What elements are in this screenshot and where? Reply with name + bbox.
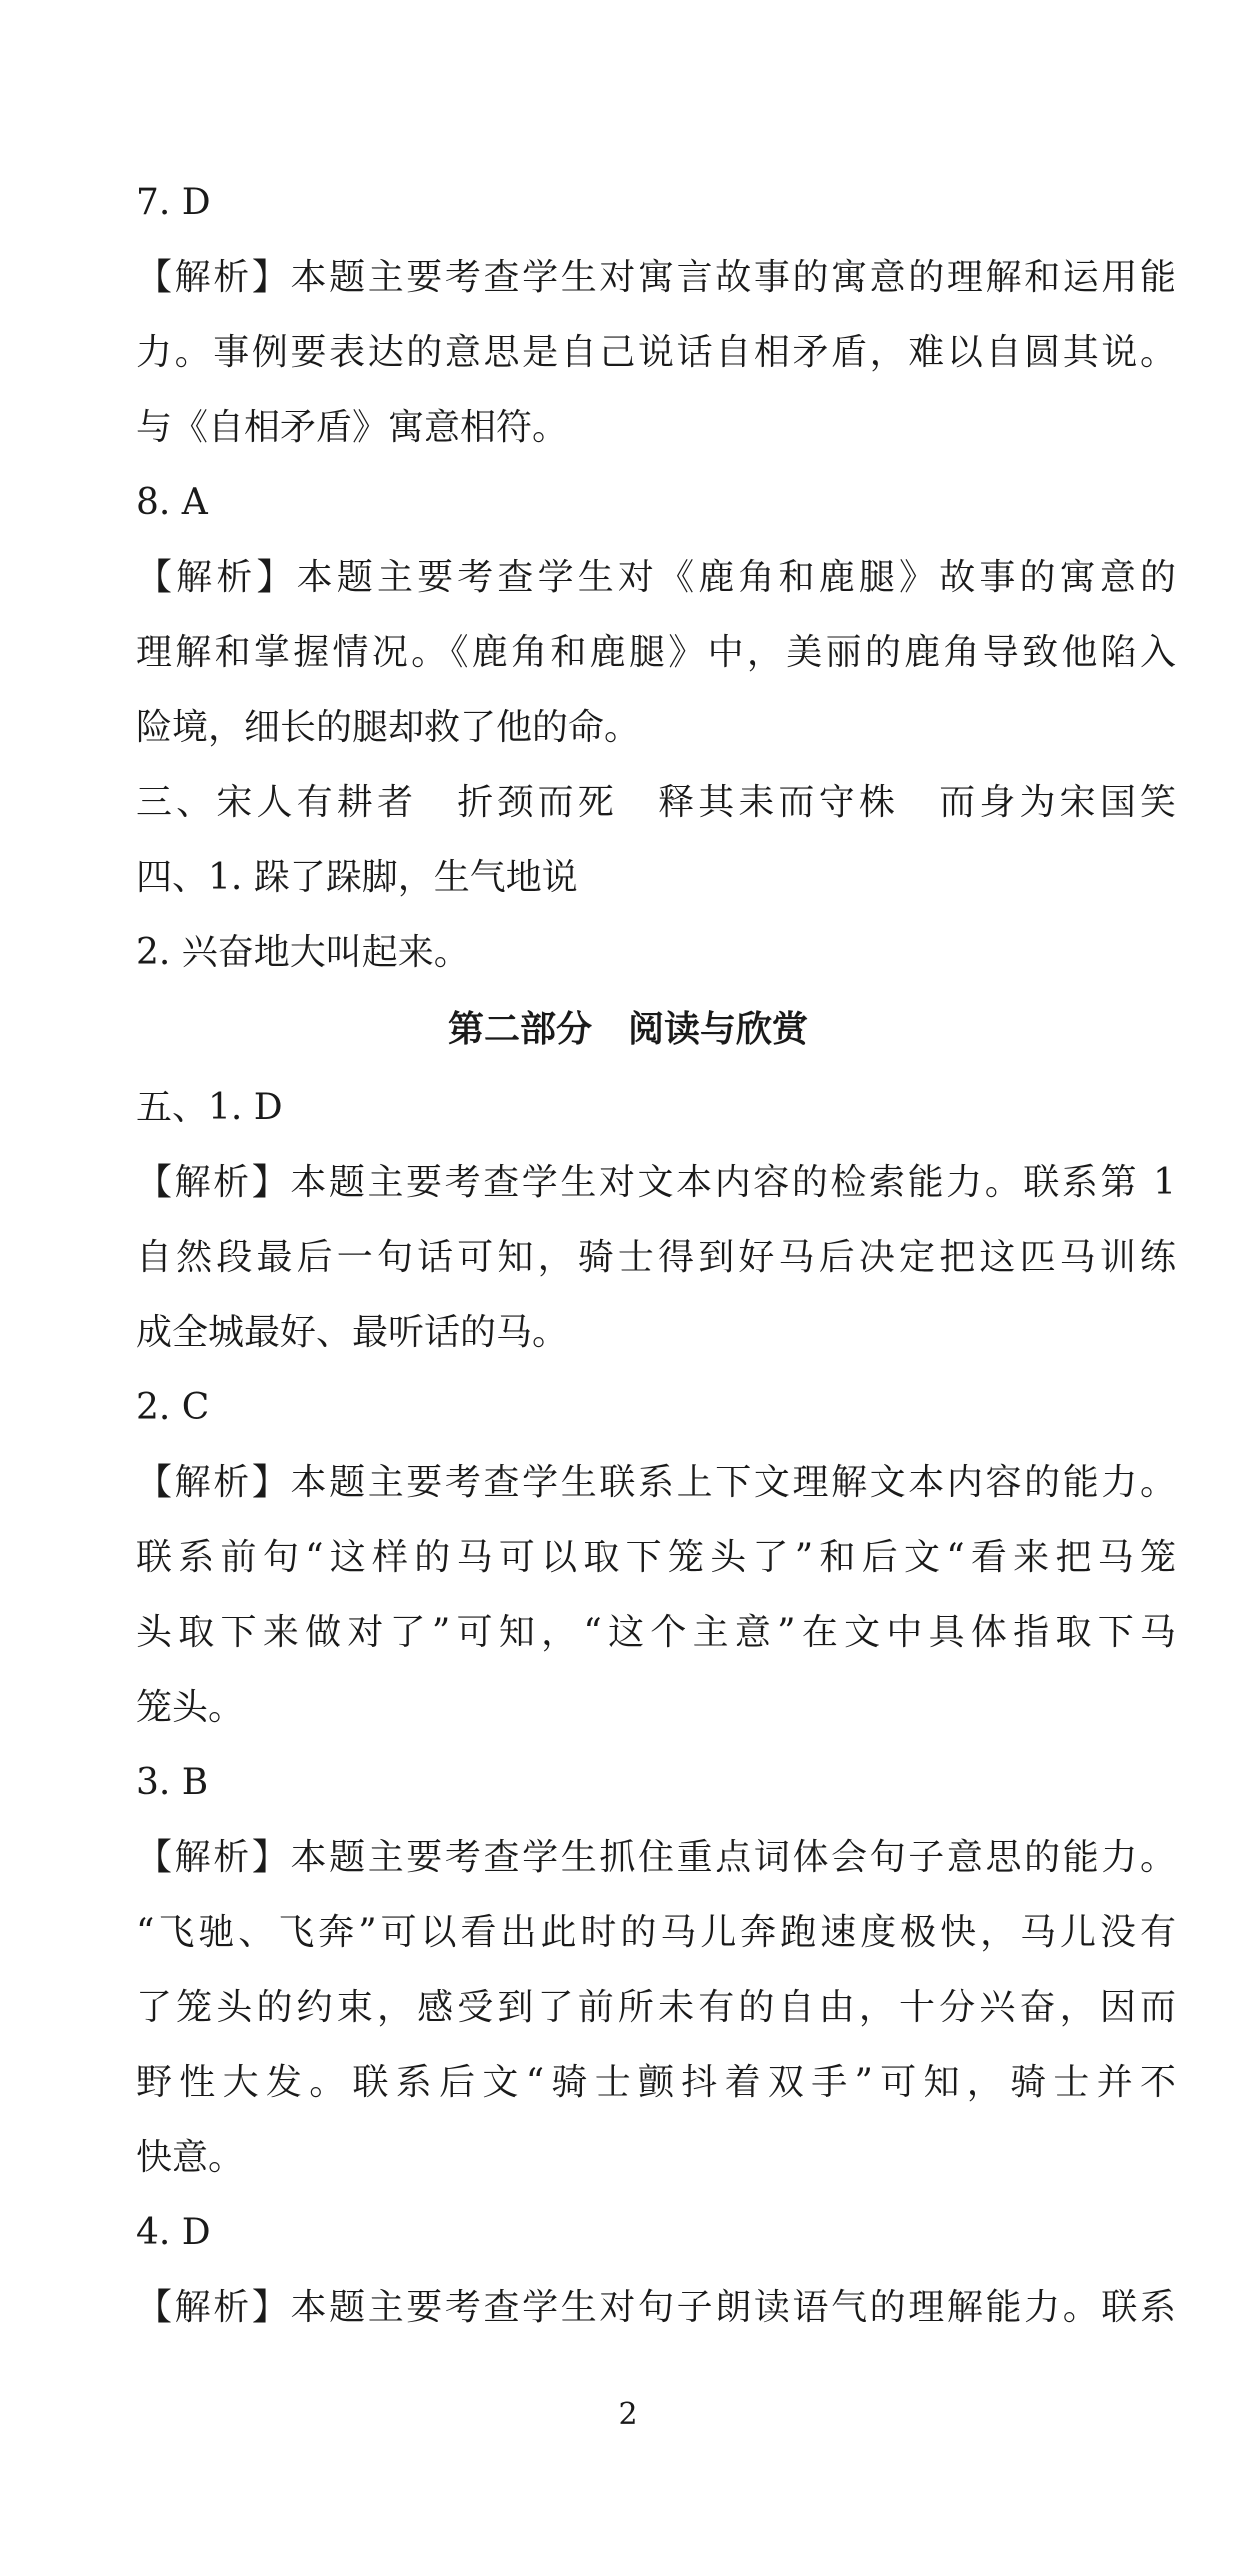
explanation-5-2-line-2: 联系前句“这样的马可以取下笼头了”和后文“看来把马笼: [136, 1537, 1176, 1578]
explanation-8-line-2: 理解和掌握情况。《鹿角和鹿腿》中，美丽的鹿角导致他陷入: [136, 632, 1176, 673]
explanation-5-3-line-4: 野性大发。联系后文“骑士颤抖着双手”可知，骑士并不: [136, 2062, 1176, 2103]
answer-5-2: 2. C: [136, 1387, 210, 1428]
explanation-8-line-3: 险境，细长的腿却救了他的命。: [136, 707, 641, 748]
explanation-5-2-line-4: 笼头。: [136, 1687, 245, 1728]
answer-5-4: 4. D: [136, 2212, 211, 2253]
answer-section-3: 三、宋人有耕者 折颈而死 释其耒而守株 而身为宋国笑: [136, 782, 1176, 823]
explanation-7-line-1: 【解析】本题主要考查学生对寓言故事的寓意的理解和运用能: [136, 257, 1176, 298]
explanation-5-2-line-1: 【解析】本题主要考查学生联系上下文理解文本内容的能力。: [136, 1462, 1176, 1503]
answer-section-4-2: 2. 兴奋地大叫起来。: [136, 932, 470, 973]
explanation-5-4-line-1: 【解析】本题主要考查学生对句子朗读语气的理解能力。联系: [136, 2287, 1176, 2328]
page-number: 2: [618, 2397, 638, 2432]
explanation-5-3-line-1: 【解析】本题主要考查学生抓住重点词体会句子意思的能力。: [136, 1837, 1176, 1878]
explanation-5-3-line-3: 了笼头的约束，感受到了前所未有的自由，十分兴奋，因而: [136, 1987, 1176, 2028]
section-title: 第二部分 阅读与欣赏: [447, 1009, 808, 1050]
explanation-7-line-3: 与《自相矛盾》寓意相符。: [136, 407, 569, 448]
answer-8: 8. A: [136, 482, 208, 523]
answer-section-4-1: 四、1. 跺了跺脚，生气地说: [136, 857, 578, 898]
explanation-5-2-line-3: 头取下来做对了”可知，“这个主意”在文中具体指取下马: [136, 1612, 1176, 1653]
explanation-5-3-line-2: “飞驰、飞奔”可以看出此时的马儿奔跑速度极快，马儿没有: [136, 1912, 1176, 1953]
explanation-5-1-line-3: 成全城最好、最听话的马。: [136, 1312, 569, 1353]
answer-5-3: 3. B: [136, 1762, 209, 1803]
explanation-7-line-2: 力。事例要表达的意思是自己说话自相矛盾，难以自圆其说。: [136, 332, 1176, 373]
explanation-5-1-line-2: 自然段最后一句话可知，骑士得到好马后决定把这匹马训练: [136, 1237, 1176, 1278]
answer-section-5-1: 五、1. D: [136, 1087, 283, 1128]
explanation-5-3-line-5: 快意。: [136, 2137, 245, 2178]
explanation-8-line-1: 【解析】本题主要考查学生对《鹿角和鹿腿》故事的寓意的: [136, 557, 1176, 598]
explanation-5-1-line-1: 【解析】本题主要考查学生对文本内容的检索能力。联系第 1: [136, 1162, 1176, 1203]
answer-7: 7. D: [136, 182, 211, 223]
